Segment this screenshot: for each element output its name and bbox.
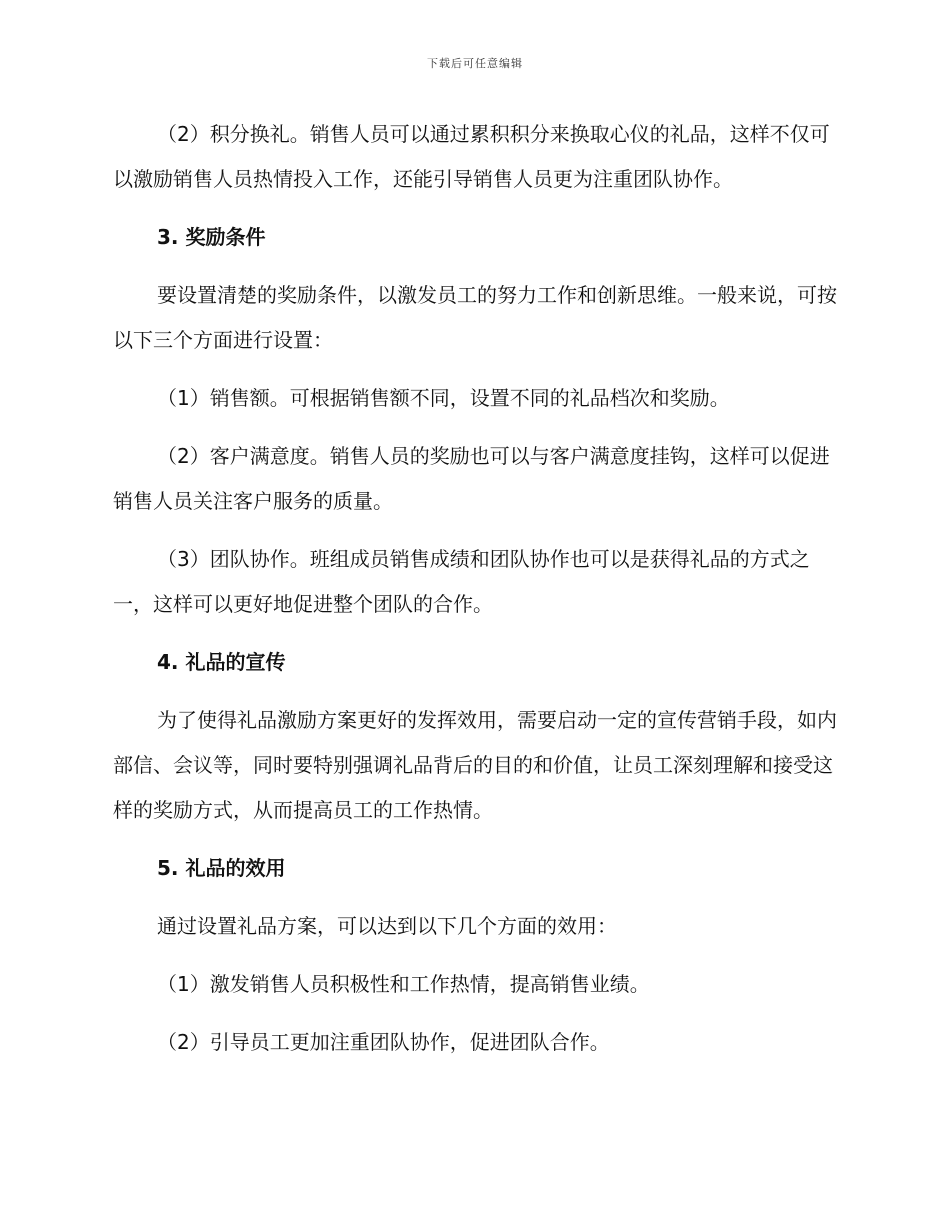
heading-reward-conditions: 3. 奖励条件	[157, 225, 266, 249]
paragraph-reward-conditions: 要设置清楚的奖励条件，以激发员工的努力工作和创新思维。一般来说，可按以下三个方面进行设置：	[113, 283, 837, 352]
list-item-satisfaction: （2）客户满意度。销售人员的奖励也可以与客户满意度挂钩，这样可以促进销售人员关注客户服务的质量。	[113, 444, 830, 513]
paragraph-gift-effect: 通过设置礼品方案，可以达到以下几个方面的效用：	[157, 914, 617, 938]
list-item-teamwork: （3）团队协作。班组成员销售成绩和团队协作也可以是获得礼品的方式之一，这样可以更好地促进整个团队的合作。	[113, 547, 810, 616]
heading-gift-effect: 5. 礼品的效用	[157, 856, 286, 880]
list-item-sales: （1）销售额。可根据销售额不同，设置不同的礼品档次和奖励。	[157, 386, 730, 410]
list-item-motivation: （1）激发销售人员积极性和工作热情，提高销售业绩。	[157, 972, 650, 996]
document-body	[113, 112, 838, 1065]
paragraph-points-exchange: （2）积分换礼。销售人员可以通过累积积分来换取心仪的礼品，这样不仅可以激励销售人员热情投入工作，还能引导销售人员更为注重团队协作。	[113, 122, 830, 191]
list-item-cooperation: （2）引导员工更加注重团队协作，促进团队合作。	[157, 1030, 610, 1054]
paragraph-gift-promotion: 为了使得礼品激励方案更好的发挥效用，需要启动一定的宣传营销手段，如内部信、会议等，同时要特别强调礼品背后的目的和价值，让员工深刻理解和接受这样的奖励方式，从而提高员工的工作热情。	[113, 708, 837, 822]
page-header: 下载后可任意编辑	[427, 57, 523, 70]
heading-gift-promotion: 4. 礼品的宣传	[157, 650, 286, 674]
